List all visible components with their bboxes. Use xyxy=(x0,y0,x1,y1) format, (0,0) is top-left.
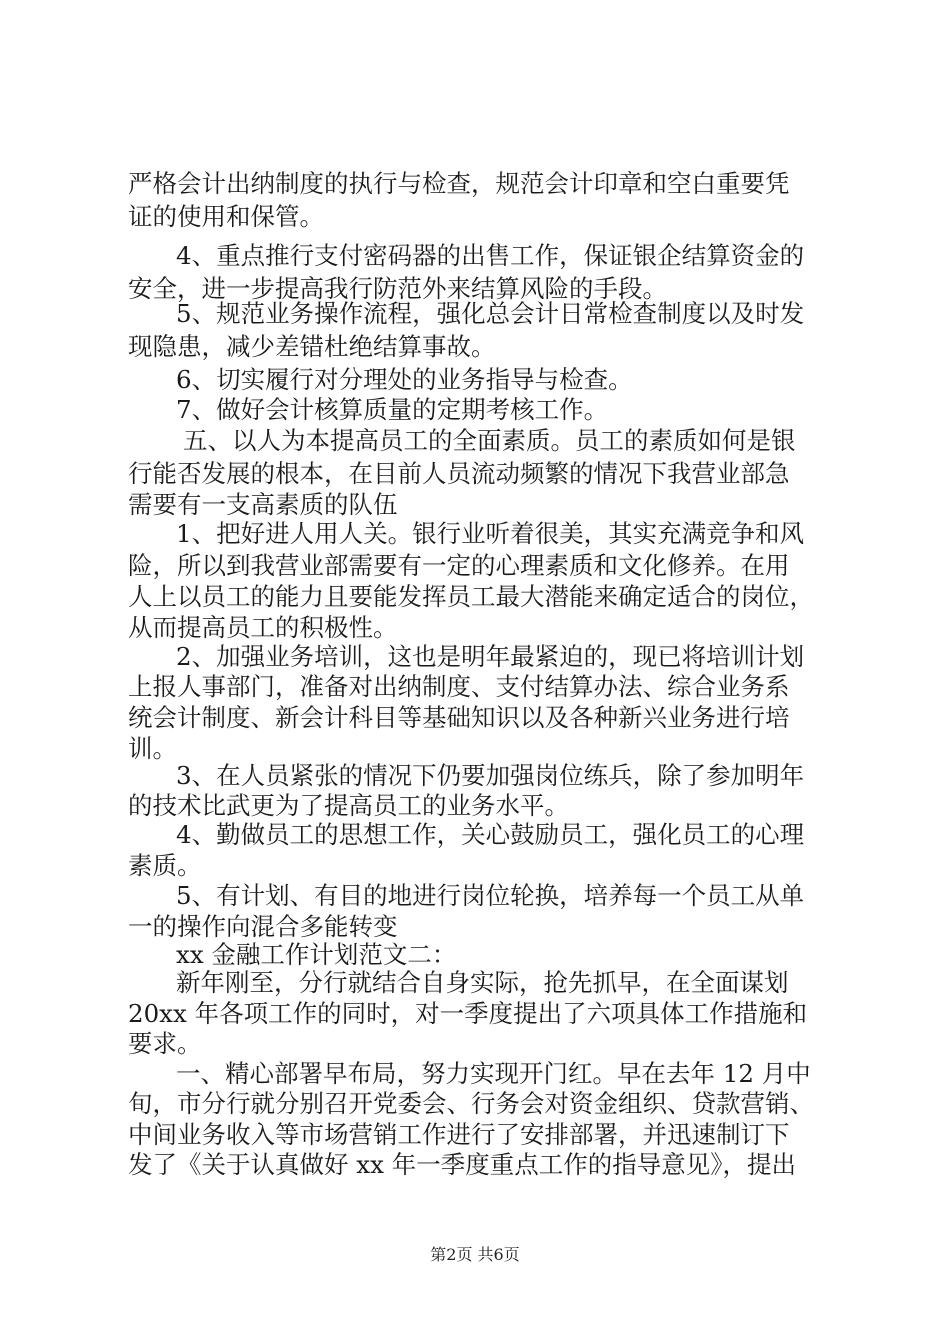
text-line: 素质。 xyxy=(128,851,202,880)
text-line: xx 金融工作计划范文二： xyxy=(176,940,457,969)
text-line: 新年刚至，分行就结合自身实际，抢先抓早，在全面谋划 xyxy=(176,968,789,997)
text-line: 4、勤做员工的思想工作，关心鼓励员工，强化员工的心理 xyxy=(176,820,805,849)
text-line: 行能否发展的根本，在目前人员流动频繁的情况下我营业部急 xyxy=(128,459,790,488)
text-line: 上报人事部门，准备对出纳制度、支付结算办法、综合业务系 xyxy=(128,672,790,701)
text-line: 5、规范业务操作流程，强化总会计日常检查制度以及时发 xyxy=(176,299,805,328)
text-line: 5、有计划、有目的地进行岗位轮换，培养每一个员工从单 xyxy=(176,881,805,910)
page-number-footer: 第2页 共6页 xyxy=(430,1245,520,1264)
text-line: 五、以人为本提高员工的全面素质。员工的素质如何是银 xyxy=(183,426,796,455)
text-line: 人上以员工的能力且要能发挥员工最大潜能来确定适合的岗位， xyxy=(128,582,814,611)
text-line: 从而提高员工的积极性。 xyxy=(128,613,398,642)
text-line: 一、精心部署早布局，努力实现开门红。早在去年 12 月中 xyxy=(176,1059,811,1088)
text-line: 7、做好会计核算质量的定期考核工作。 xyxy=(176,395,609,424)
text-line: 要求。 xyxy=(128,1029,202,1058)
text-line: 训。 xyxy=(128,734,177,763)
text-line: 3、在人员紧张的情况下仍要加强岗位练兵，除了参加明年 xyxy=(176,761,805,790)
text-line: 安全，进一步提高我行防范外来结算风险的手段。 xyxy=(128,274,667,303)
text-line: 统会计制度、新会计科目等基础知识以及各种新兴业务进行培 xyxy=(128,703,790,732)
text-line: 现隐患，减少差错杜绝结算事故。 xyxy=(128,332,496,361)
text-line: 一的操作向混合多能转变 xyxy=(128,912,398,941)
text-line: 6、切实履行对分理处的业务指导与检查。 xyxy=(176,365,633,394)
text-line: 中间业务收入等市场营销工作进行了安排部署，并迅速制订下 xyxy=(128,1120,790,1149)
text-line: 1、把好进人用人关。银行业听着很美，其实充满竞争和风 xyxy=(176,519,805,548)
text-line: 需要有一支高素质的队伍 xyxy=(128,490,398,519)
text-line: 2、加强业务培训，这也是明年最紧迫的，现已将培训计划 xyxy=(176,642,805,671)
text-line: 发了《关于认真做好 xx 年一季度重点工作的指导意见》，提出 xyxy=(128,1150,796,1179)
text-line: 旬，市分行就分别召开党委会、行务会对资金组织、贷款营销、 xyxy=(128,1089,814,1118)
text-line: 4、重点推行支付密码器的出售工作，保证银企结算资金的 xyxy=(176,241,805,270)
text-line: 证的使用和保管。 xyxy=(128,202,324,231)
text-line: 的技术比武更为了提高员工的业务水平。 xyxy=(128,791,569,820)
text-line: 险，所以到我营业部需要有一定的心理素质和文化修养。在用 xyxy=(128,551,790,580)
text-line: 20xx 年各项工作的同时，对一季度提出了六项具体工作措施和 xyxy=(128,999,808,1028)
text-line: 严格会计出纳制度的执行与检查，规范会计印章和空白重要凭 xyxy=(128,169,790,198)
